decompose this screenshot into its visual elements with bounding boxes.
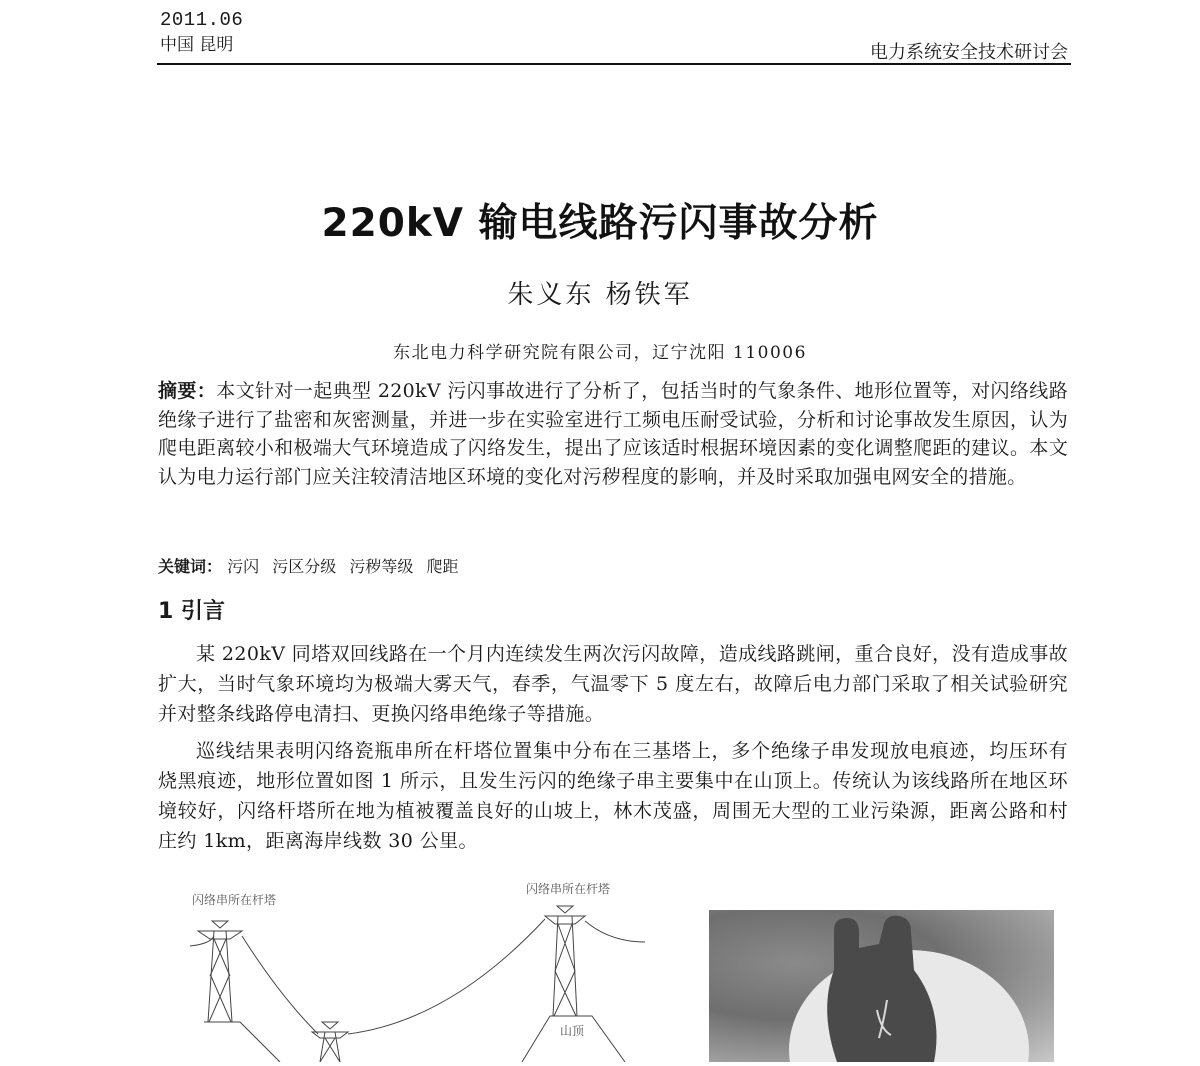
tower-label-left: 闪络串所在杆塔	[192, 893, 277, 907]
conference-name: 电力系统安全技术研讨会	[870, 42, 1068, 63]
terrain-tower-diagram	[170, 876, 690, 1062]
abstract	[158, 377, 1068, 491]
paper-authors: 朱义东 杨铁军	[507, 280, 693, 310]
running-header-left	[160, 8, 243, 57]
tower-label-right: 闪络串所在杆塔	[526, 882, 611, 896]
issue-date: 2011.06	[160, 9, 244, 31]
abstract-label: 摘要：	[158, 380, 217, 402]
paper-title: 220kV 输电线路污闪事故分析	[321, 201, 879, 246]
keywords	[158, 554, 466, 577]
keyword: 污秽等级	[349, 557, 414, 576]
insulator-photo	[709, 910, 1054, 1062]
conference-location: 中国 昆明	[160, 35, 234, 55]
keyword: 爬距	[426, 557, 459, 576]
section-heading: 1 引言	[158, 599, 225, 624]
body-paragraph: 巡线结果表明闪络瓷瓶串所在杆塔位置集中分布在三基塔上，多个绝缘子串发现放电痕迹，均压环有烧黑痕迹，地形位置如图 1 所示，且发生污闪的绝缘子串主要集中在山顶上。传统认为该线路所在地区环境较好，闪络杆塔所在地为植被覆盖良好的山坡上，林木茂盛，周围无大型的工业污染源，距离公路和村庄约 1km，距离海岸线数 30 公里。	[158, 740, 1068, 852]
author-affiliation: 东北电力科学研究院有限公司，辽宁沈阳 110006	[393, 343, 807, 363]
insulator-icon	[709, 910, 1054, 1062]
abstract-text: 本文针对一起典型 220kV 污闪事故进行了分析了，包括当时的气象条件、地形位置等，对闪络线路绝缘子进行了盐密和灰密测量，并进一步在实验室进行工频电压耐受试验，分析和讨论事故发生原因，认为爬电距离较小和极端大气环境造成了闪络发生，提出了应该适时根据环境因素的变化调整爬距的建议。本文认为电力运行部门应关注较清洁地区环境的变化对污秽程度的影响，并及时采取加强电网安全的措施。	[158, 380, 1068, 488]
body-paragraph: 某 220kV 同塔双回线路在一个月内连续发生两次污闪故障，造成线路跳闸，重合良好，没有造成事故扩大，当时气象环境均为极端大雾天气，春季，气温零下 5 度左右，故障后电力部门采取了相关试验研究并对整条线路停电清扫、更换闪络串绝缘子等措施。	[158, 643, 1068, 725]
keywords-label: 关键词：	[158, 557, 223, 576]
hilltop-label: 山顶	[560, 1024, 585, 1038]
keyword: 污闪	[227, 557, 260, 576]
keyword: 污区分级	[272, 557, 337, 576]
header-rule	[157, 63, 1071, 65]
